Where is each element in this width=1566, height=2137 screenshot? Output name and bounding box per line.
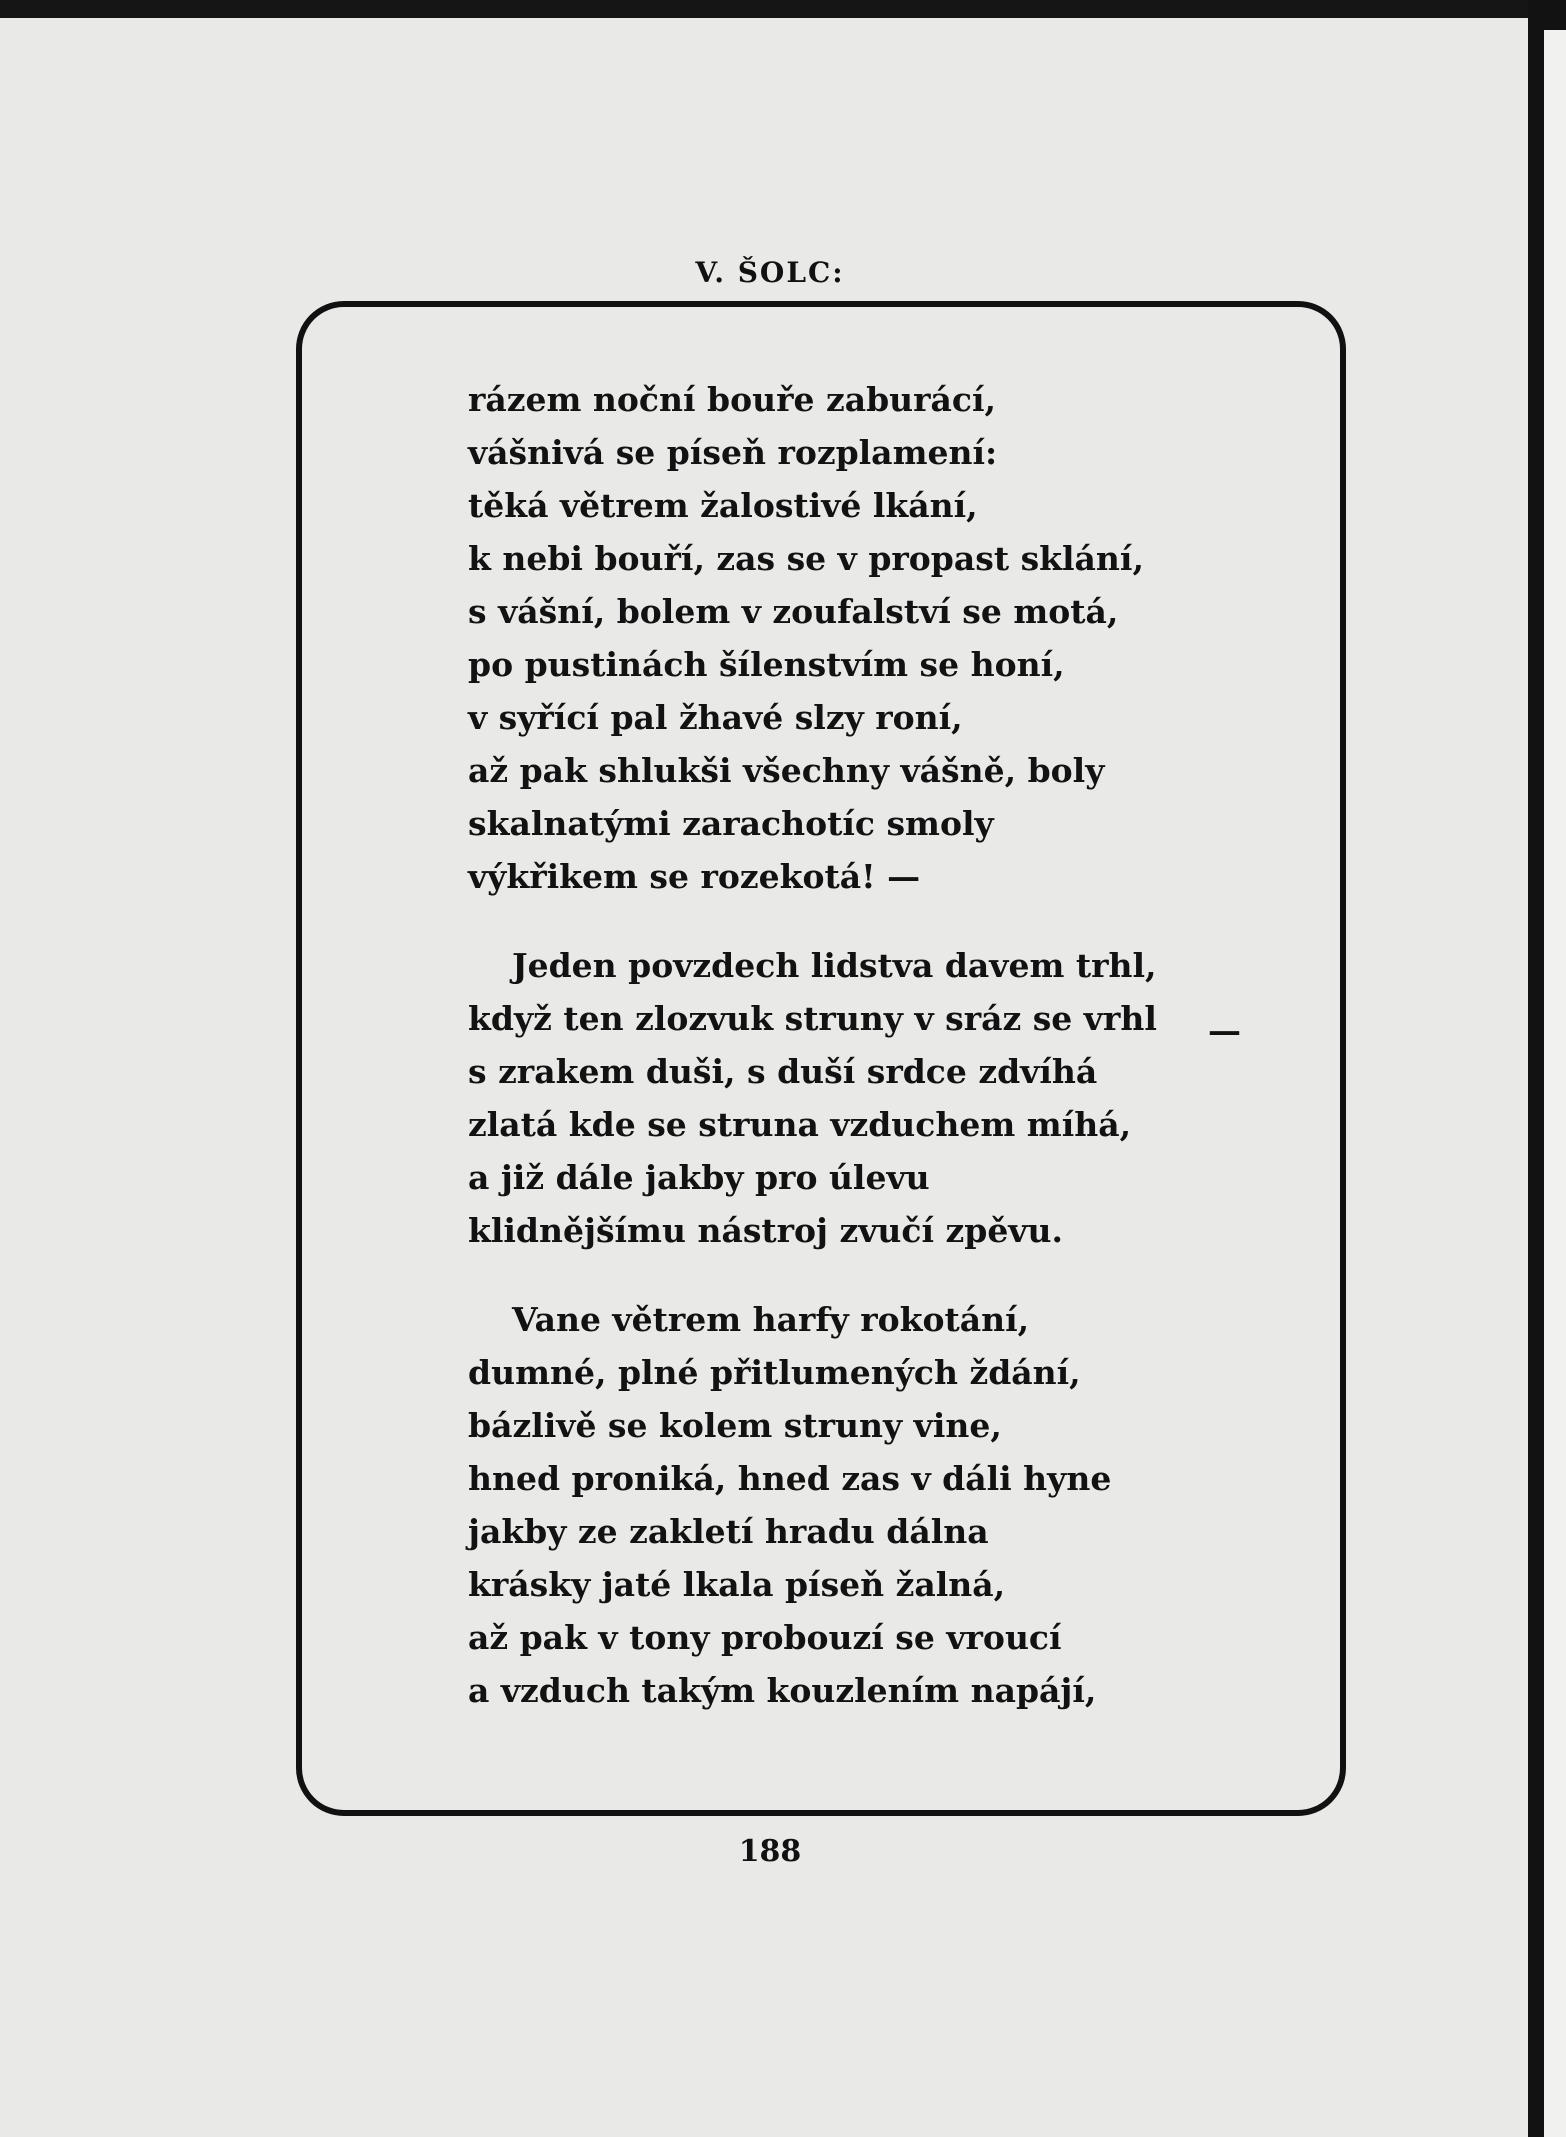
poem-line: skalnatými zarachotíc smoly [468,804,994,843]
poem-line: a již dále jakby pro úlevu [468,1158,930,1197]
poem-line: bázlivě se kolem struny vine, [468,1406,1002,1445]
stanza-gap [468,1257,1288,1293]
poem-line: dumné, plné přitlumených ždání, [468,1353,1081,1392]
poem-line: zlatá kde se struna vzduchem míhá, [468,1105,1132,1144]
poem-line: těká větrem žalostivé lkání, [468,486,978,525]
poem-line: rázem noční bouře zaburácí, [468,380,997,419]
poem-line: až pak v tony probouzí se vroucí [468,1618,1062,1657]
poem-line: s vášní, bolem v zoufalství se motá, [468,592,1119,631]
poem-line: a vzduch takým kouzlením napájí, [468,1671,1097,1710]
poem-line: až pak shlukši všechny vášně, boly [468,751,1105,790]
poem-line: krásky jaté lkala píseň žalná, [468,1565,1006,1604]
running-header: V. ŠOLC: [695,256,845,289]
poem-line: Jeden povzdech lidstva davem trhl, [512,946,1157,985]
next-sheet-edge [1544,30,1566,2137]
poem-line: když ten zlozvuk struny v sráz se vrhl [468,999,1157,1038]
poem-line: s zrakem duši, s duší srdce zdvíhá [468,1052,1098,1091]
page-number: 188 [738,1834,802,1869]
poem-line: k nebi bouří, zas se v propast sklání, [468,539,1144,578]
stanza-gap [468,903,1288,939]
poem-line: hned proniká, hned zas v dáli hyne [468,1459,1112,1498]
stanza-2 [468,939,1288,1257]
poem-body [468,373,1288,1717]
poem-line: klidnějšímu nástroj zvučí zpěvu. [468,1211,1063,1250]
poem-line: výkřikem se rozekotá! — [468,857,921,896]
poem-line: po pustinách šílenstvím se honí, [468,645,1065,684]
poem-line: v syřící pal žhavé slzy roní, [468,698,963,737]
stanza-1 [468,373,1288,903]
poem-line: Vane větrem harfy rokotání, [512,1300,1030,1339]
poem-line: jakby ze zakletí hradu dálna [468,1512,989,1551]
poem-line: vášnivá se píseň rozplamení: [468,433,998,472]
margin-dash: — [1208,1011,1241,1050]
stanza-3 [468,1293,1288,1717]
